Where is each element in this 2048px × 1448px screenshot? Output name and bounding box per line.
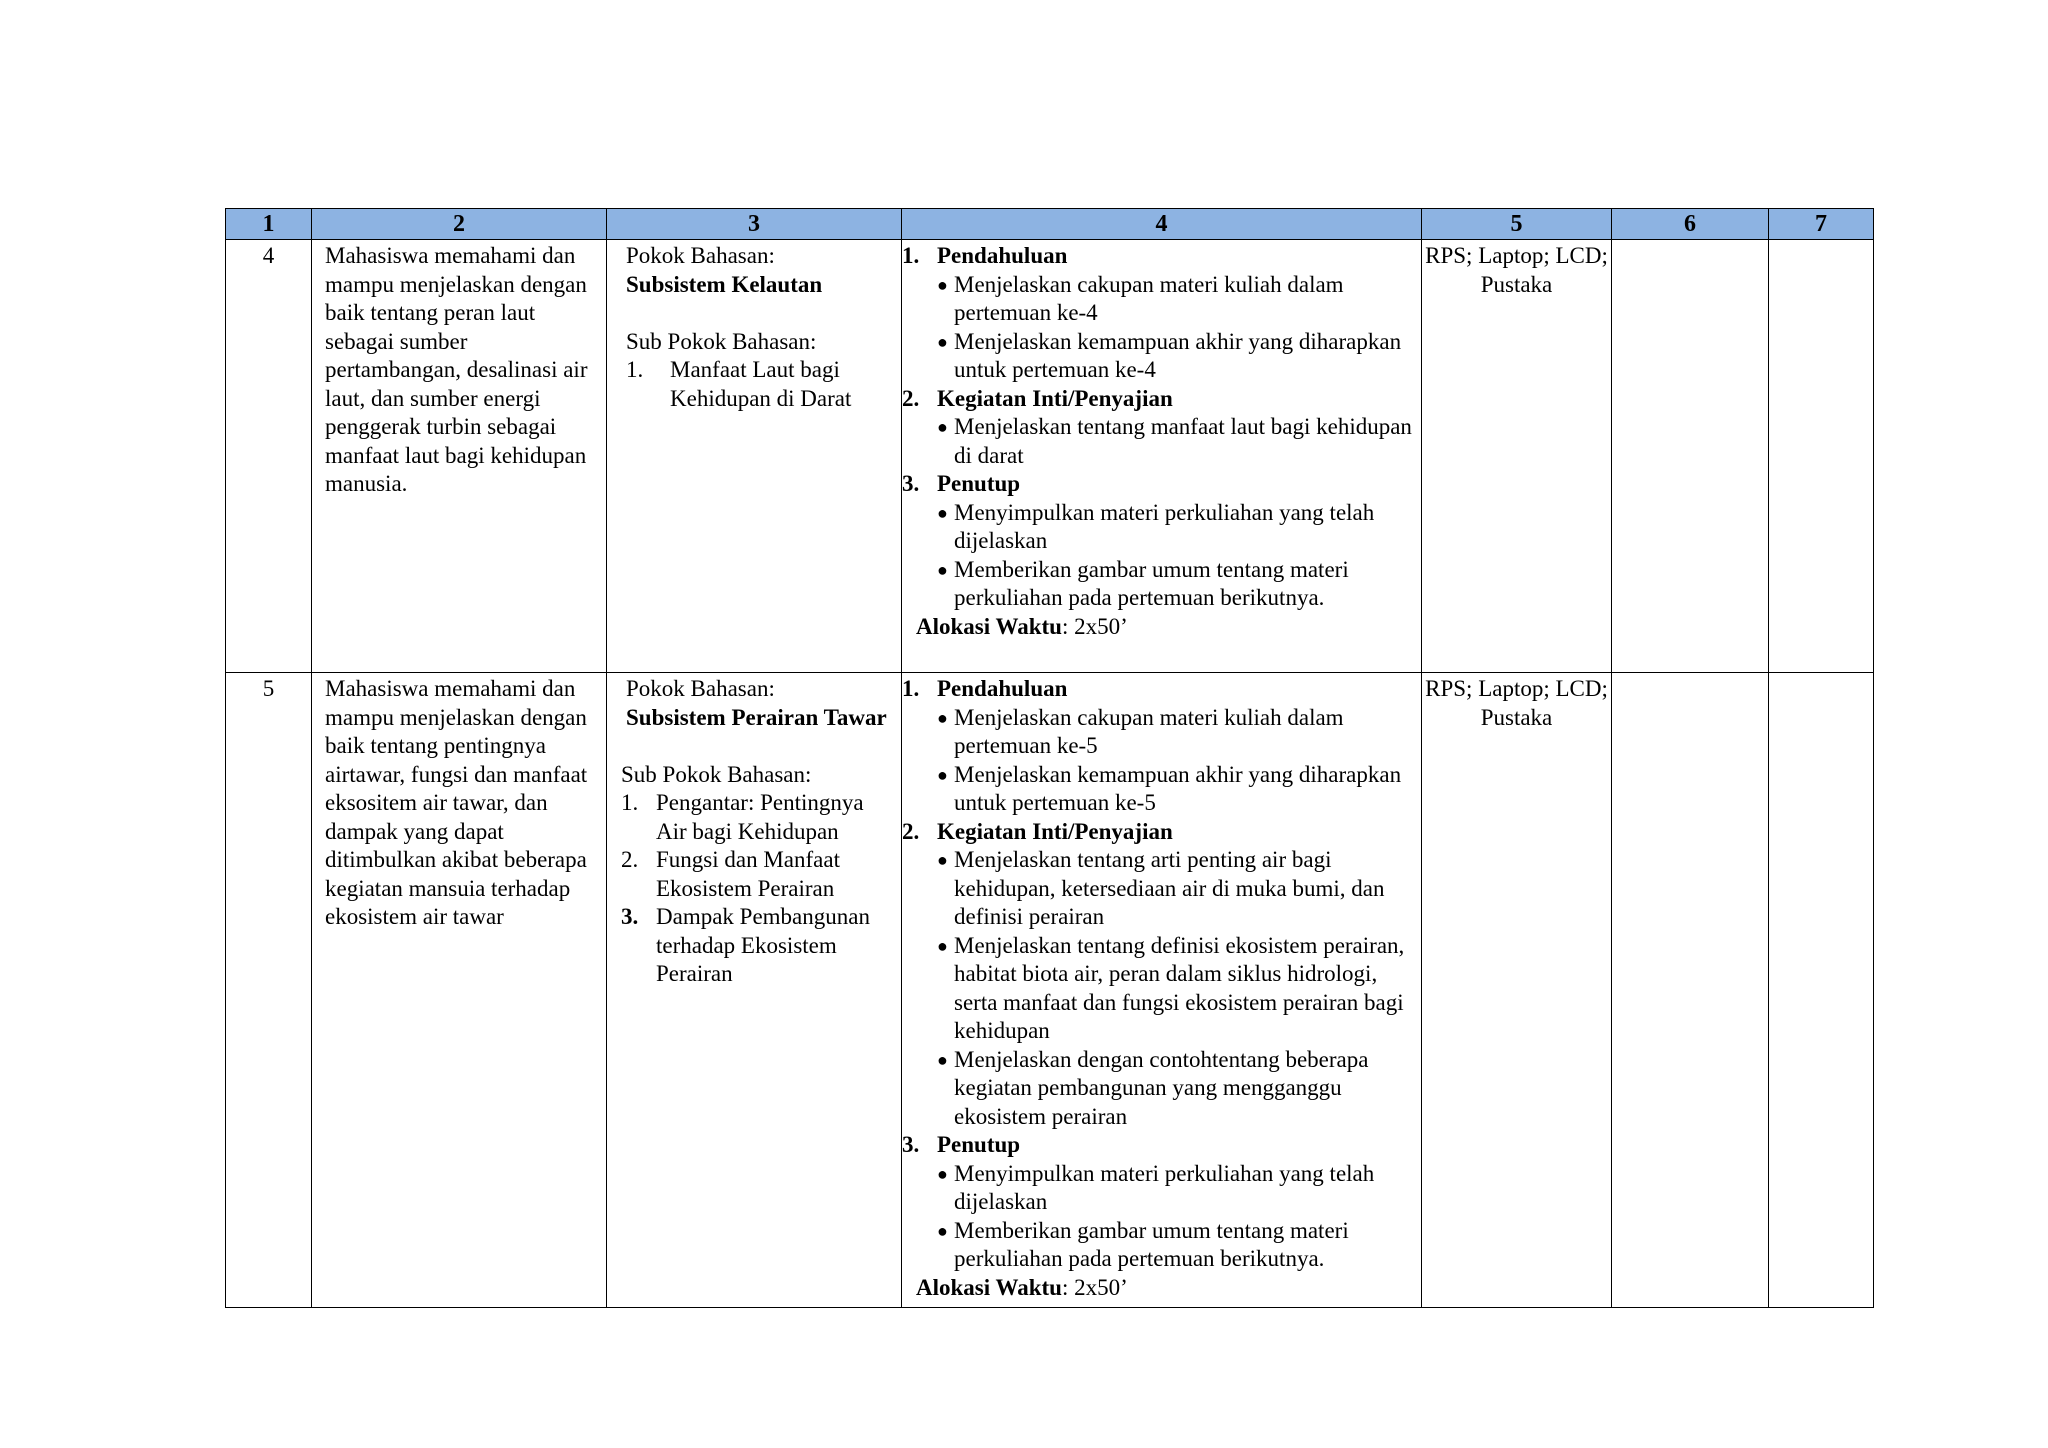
bullet-list bbox=[902, 499, 1413, 613]
sub-topic-item: 3. Dampak Pembangunan terhadap Ekosistem Perairan bbox=[621, 904, 870, 986]
list-item: ● Memberikan gambar umum tentang materi perkuliahan pada pertemuan berikutnya. bbox=[937, 1217, 1349, 1271]
bullet-list bbox=[902, 413, 1413, 470]
column-7-cell bbox=[1769, 240, 1874, 673]
week-number-cell: 4 bbox=[226, 240, 312, 673]
lesson-plan-table bbox=[225, 208, 1874, 1308]
topic-cell bbox=[607, 673, 902, 1308]
sub-topic-item: 1. Pengantar: Pentingnya Air bagi Kehidupan bbox=[621, 790, 864, 844]
section-heading: 1. Pendahuluan bbox=[902, 676, 1068, 701]
list-item: ● Menyimpulkan materi perkuliahan yang telah dijelaskan bbox=[937, 1160, 1375, 1214]
header-row bbox=[226, 209, 1874, 240]
header-cell-5: 5 bbox=[1422, 209, 1612, 240]
table-row bbox=[226, 240, 1874, 673]
column-6-cell bbox=[1612, 240, 1769, 673]
header-cell-3: 3 bbox=[607, 209, 902, 240]
sub-pokok-bahasan-label: Sub Pokok Bahasan: bbox=[626, 328, 817, 354]
header-cell-4: 4 bbox=[902, 209, 1422, 240]
time-allocation: Alokasi Waktu: 2x50’ bbox=[916, 613, 1128, 639]
column-6-cell bbox=[1612, 673, 1769, 1308]
media-cell: RPS; Laptop; LCD; Pustaka bbox=[1422, 240, 1612, 673]
header-cell-7: 7 bbox=[1769, 209, 1874, 240]
bullet-list bbox=[902, 1160, 1413, 1274]
week-number-cell: 5 bbox=[226, 673, 312, 1308]
list-item: ● Menjelaskan cakupan materi kuliah dalam pertemuan ke-5 bbox=[937, 704, 1344, 758]
sub-pokok-bahasan-label: Sub Pokok Bahasan: bbox=[621, 761, 812, 787]
list-item: ● Menjelaskan tentang arti penting air bagi kehidupan, ketersediaan air di muka bumi, dan definisi perairan bbox=[937, 847, 1385, 929]
pokok-bahasan-label: Pokok Bahasan: bbox=[626, 676, 775, 701]
header-cell-2: 2 bbox=[312, 209, 607, 240]
activities-cell bbox=[902, 673, 1422, 1308]
pokok-bahasan-title: Subsistem Perairan Tawar bbox=[626, 704, 887, 730]
section-heading: 2. Kegiatan Inti/Penyajian bbox=[902, 385, 1173, 411]
section-heading: 3. Penutup bbox=[902, 1132, 1021, 1157]
pokok-bahasan-title: Subsistem Kelautan bbox=[626, 271, 823, 297]
list-item: ● Menjelaskan cakupan materi kuliah dalam pertemuan ke-4 bbox=[937, 271, 1344, 325]
list-item: ● Menyimpulkan materi perkuliahan yang telah dijelaskan bbox=[937, 499, 1375, 553]
list-item: ● Menjelaskan tentang manfaat laut bagi kehidupan di darat bbox=[937, 414, 1412, 468]
topic-cell bbox=[607, 240, 902, 673]
media-cell: RPS; Laptop; LCD; Pustaka bbox=[1422, 673, 1612, 1308]
section-heading: 3. Penutup bbox=[902, 471, 1021, 496]
section-heading: 1. Pendahuluan bbox=[902, 243, 1068, 268]
bullet-list bbox=[902, 271, 1413, 385]
bullet-list bbox=[902, 704, 1413, 818]
list-item: ● Menjelaskan tentang definisi ekosistem perairan, habitat biota air, peran dalam siklus hidrologi, serta manfaat dan fungsi ekosistem perairan bagi kehidupan bbox=[937, 932, 1405, 1043]
list-item: ● Menjelaskan kemampuan akhir yang diharapkan untuk pertemuan ke-4 bbox=[937, 328, 1402, 382]
bullet-list bbox=[902, 846, 1413, 1131]
pokok-bahasan-label: Pokok Bahasan: bbox=[626, 243, 775, 268]
column-7-cell bbox=[1769, 673, 1874, 1308]
header-cell-1: 1 bbox=[226, 209, 312, 240]
activities-cell bbox=[902, 240, 1422, 673]
header-cell-6: 6 bbox=[1612, 209, 1769, 240]
list-item: ● Memberikan gambar umum tentang materi perkuliahan pada pertemuan berikutnya. bbox=[937, 556, 1349, 610]
sub-topic-item: 1. Manfaat Laut bagi Kehidupan di Darat bbox=[626, 357, 852, 411]
table-row bbox=[226, 673, 1874, 1308]
objective-cell: Mahasiswa memahami dan mampu menjelaskan dengan baik tentang peran laut sebagai sumber pertambangan, desalinasi air laut, dan sumber energi penggerak turbin sebagai manfaat laut bagi kehidupan manusia. bbox=[312, 240, 607, 673]
section-heading: 2. Kegiatan Inti/Penyajian bbox=[902, 818, 1173, 844]
objective-cell: Mahasiswa memahami dan mampu menjelaskan dengan baik tentang pentingnya airtawar, fungsi dan manfaat eksositem air tawar, dan dampak yang dapat ditimbulkan akibat beberapa kegiatan mansuia terhadap ekosistem air tawar bbox=[312, 673, 607, 1308]
list-item: ● Menjelaskan kemampuan akhir yang diharapkan untuk pertemuan ke-5 bbox=[937, 761, 1402, 815]
time-allocation: Alokasi Waktu: 2x50’ bbox=[916, 1274, 1128, 1300]
list-item: ● Menjelaskan dengan contohtentang beberapa kegiatan pembangunan yang mengganggu ekosistem perairan bbox=[937, 1046, 1369, 1129]
sub-topic-item: 2. Fungsi dan Manfaat Ekosistem Perairan bbox=[621, 847, 840, 901]
